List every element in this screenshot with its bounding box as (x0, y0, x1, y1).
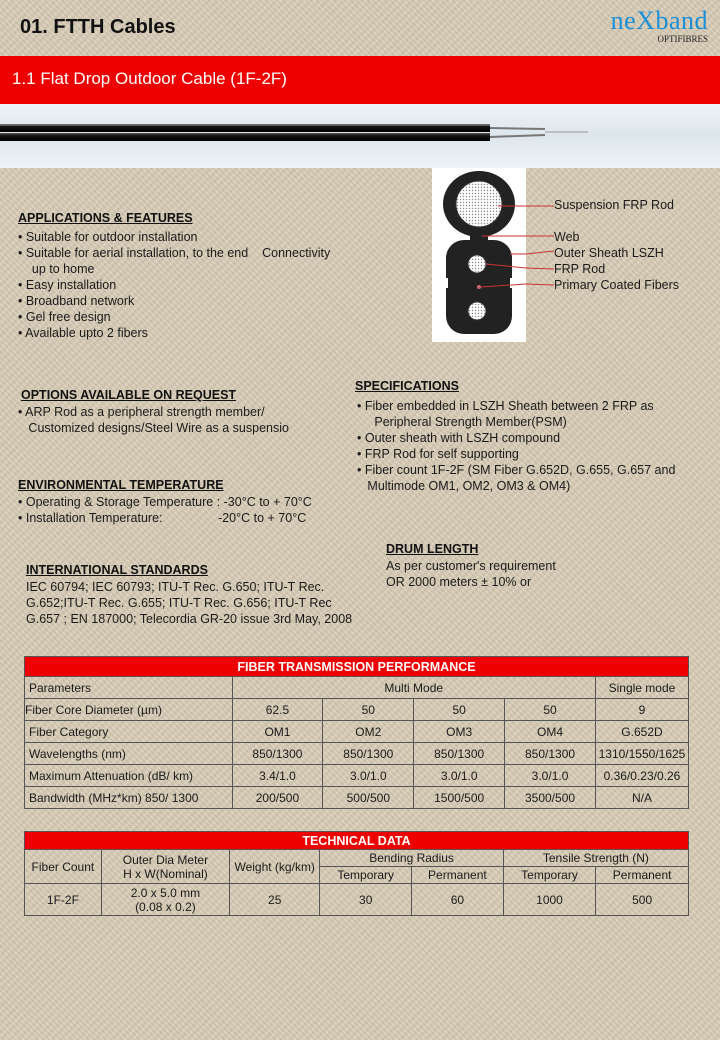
cross-section-diagram (432, 168, 526, 342)
table-header-cell: Weight (kg/km) (230, 850, 320, 884)
fiber-performance-table (24, 656, 689, 809)
list-item: G.652;ITU-T Rec. G.655; ITU-T Rec. G.656; ITU-T Rec (26, 596, 332, 610)
list-item: • ARP Rod as a peripheral strength member/ (18, 405, 265, 419)
table-cell: OM4 (505, 721, 596, 743)
specifications-list (357, 398, 675, 494)
specifications-heading: SPECIFICATIONS (355, 379, 459, 393)
table-header-cell: Fiber Count (25, 850, 102, 884)
environmental-heading: ENVIRONMENTAL TEMPERATURE (18, 478, 224, 492)
table-cell: 500 (596, 884, 689, 916)
table-cell (101, 884, 229, 916)
applications-list (18, 229, 330, 341)
list-item: • Fiber count 1F-2F (SM Fiber G.652D, G.655, G.657 and (357, 463, 676, 477)
table-cell: Bandwidth (MHz*km) 850/ 1300 (25, 787, 233, 809)
table-row (25, 743, 689, 765)
table-cell: 0.36/0.23/0.26 (595, 765, 688, 787)
list-item: G.657 ; EN 187000; Telecordia GR-20 issue 3rd May, 2008 (26, 612, 353, 626)
label-outer-sheath: Outer Sheath LSZH (554, 246, 664, 260)
table-cell: 3.4/1.0 (232, 765, 323, 787)
list-item: • Suitable for outdoor installation (18, 230, 198, 244)
drum-list (386, 558, 556, 590)
table-cell: G.652D (595, 721, 688, 743)
table-cell: OM1 (232, 721, 323, 743)
table-header-cell: Bending Radius (320, 850, 503, 867)
table-cell: 200/500 (232, 787, 323, 809)
list-item: Multimode OM1, OM2, OM3 & OM4) (357, 479, 571, 493)
table-header-cell (101, 850, 229, 884)
list-item: • Easy installation (18, 278, 117, 292)
list-item: • Installation Temperature: -20°C to + 70°C (18, 511, 307, 525)
page-title: 01. FTTH Cables (20, 16, 176, 38)
standards-heading: INTERNATIONAL STANDARDS (26, 563, 208, 577)
table-cell: 25 (230, 884, 320, 916)
table-cell: Fiber Category (25, 721, 233, 743)
label-frp-rod: FRP Rod (554, 262, 606, 276)
table-cell: 50 (323, 699, 414, 721)
applications-heading: APPLICATIONS & FEATURES (18, 211, 193, 225)
cable-photo (0, 104, 720, 168)
table-cell: N/A (595, 787, 688, 809)
table-header-cell: Temporary (503, 867, 596, 884)
table-cell: 850/1300 (232, 743, 323, 765)
header-line: H x W(Nominal) (123, 866, 208, 881)
table-row (25, 721, 689, 743)
list-item: • Available upto 2 fibers (18, 326, 148, 340)
table-cell: Maximum Attenuation (dB/ km) (25, 765, 233, 787)
table-cell: 3.0/1.0 (323, 765, 414, 787)
table-header-cell: Temporary (320, 867, 412, 884)
brand-subtitle: OPTIFIBRES (657, 34, 708, 44)
label-web: Web (554, 230, 580, 244)
table-cell: 3500/500 (505, 787, 596, 809)
table-cell: 30 (320, 884, 412, 916)
table-row (25, 787, 689, 809)
list-item: As per customer's requirement (386, 559, 556, 573)
options-heading: OPTIONS AVAILABLE ON REQUEST (21, 388, 237, 402)
label-coated-fibers: Primary Coated Fibers (554, 278, 680, 292)
label-suspension-rod: Suspension FRP Rod (554, 198, 674, 212)
list-item: up to home (18, 262, 95, 276)
table-cell: 850/1300 (505, 743, 596, 765)
cable-illustration (0, 104, 720, 168)
table-cell: 500/500 (323, 787, 414, 809)
table-cell: 60 (412, 884, 504, 916)
list-item: IEC 60794; IEC 60793; ITU-T Rec. G.650; ITU-T Rec. (26, 580, 325, 594)
table-header-cell: Single mode (595, 677, 688, 699)
list-item: OR 2000 meters ± 10% or (386, 575, 532, 589)
table-cell: 1500/500 (414, 787, 505, 809)
technical-data-table (24, 831, 689, 916)
table-cell: 850/1300 (414, 743, 505, 765)
table-cell: 50 (414, 699, 505, 721)
table-title: TECHNICAL DATA (25, 832, 689, 850)
brand-name: neXband (610, 6, 708, 35)
list-item: • FRP Rod for self supporting (357, 447, 519, 461)
brand-logo (611, 6, 708, 44)
table-cell: 62.5 (232, 699, 323, 721)
table-cell: 9 (595, 699, 688, 721)
table-row (25, 699, 689, 721)
list-item: • Operating & Storage Temperature : -30°C to + 70°C (18, 495, 312, 509)
list-item: • Suitable for aerial installation, to the end Connectivity (18, 246, 331, 260)
list-item: • Outer sheath with LSZH compound (357, 431, 561, 445)
table-cell: OM2 (323, 721, 414, 743)
table-row (25, 765, 689, 787)
drum-heading: DRUM LENGTH (386, 542, 479, 556)
table-header-cell: Permanent (412, 867, 504, 884)
section-title: 1.1 Flat Drop Outdoor Cable (1F-2F) (12, 69, 287, 88)
table-header-cell: Tensile Strength (N) (503, 850, 688, 867)
table-cell: 3.0/1.0 (505, 765, 596, 787)
environmental-list (18, 494, 312, 526)
list-item: Peripheral Strength Member(PSM) (357, 415, 567, 429)
list-item: • Broadband network (18, 294, 135, 308)
table-title: FIBER TRANSMISSION PERFORMANCE (25, 657, 689, 677)
table-cell: 1F-2F (25, 884, 102, 916)
standards-list (26, 579, 352, 627)
table-cell: 3.0/1.0 (414, 765, 505, 787)
table-header-cell: Multi Mode (232, 677, 595, 699)
list-item: • Fiber embedded in LSZH Sheath between 2 FRP as (357, 399, 654, 413)
table-cell: Fiber Core Diameter (µm) (25, 699, 233, 721)
table-cell: Wavelengths (nm) (25, 743, 233, 765)
table-cell: 1000 (503, 884, 596, 916)
table-cell: 850/1300 (323, 743, 414, 765)
cable-cross-section (432, 168, 526, 342)
table-header-cell: Parameters (25, 677, 233, 699)
cell-line: 2.0 x 5.0 mm (130, 885, 201, 900)
table-row (25, 884, 689, 916)
header-line: Outer Dia Meter (122, 852, 209, 867)
cell-line: (0.08 x 0.2) (135, 899, 196, 914)
table-cell: 1310/1550/1625 (595, 743, 688, 765)
callout-lines (526, 168, 556, 298)
section-banner (0, 56, 720, 104)
table-cell: 50 (505, 699, 596, 721)
table-cell: OM3 (414, 721, 505, 743)
list-item: Customized designs/Steel Wire as a suspensio (18, 421, 289, 435)
options-list (18, 404, 289, 436)
list-item: • Gel free design (18, 310, 111, 324)
table-header-cell: Permanent (596, 867, 689, 884)
